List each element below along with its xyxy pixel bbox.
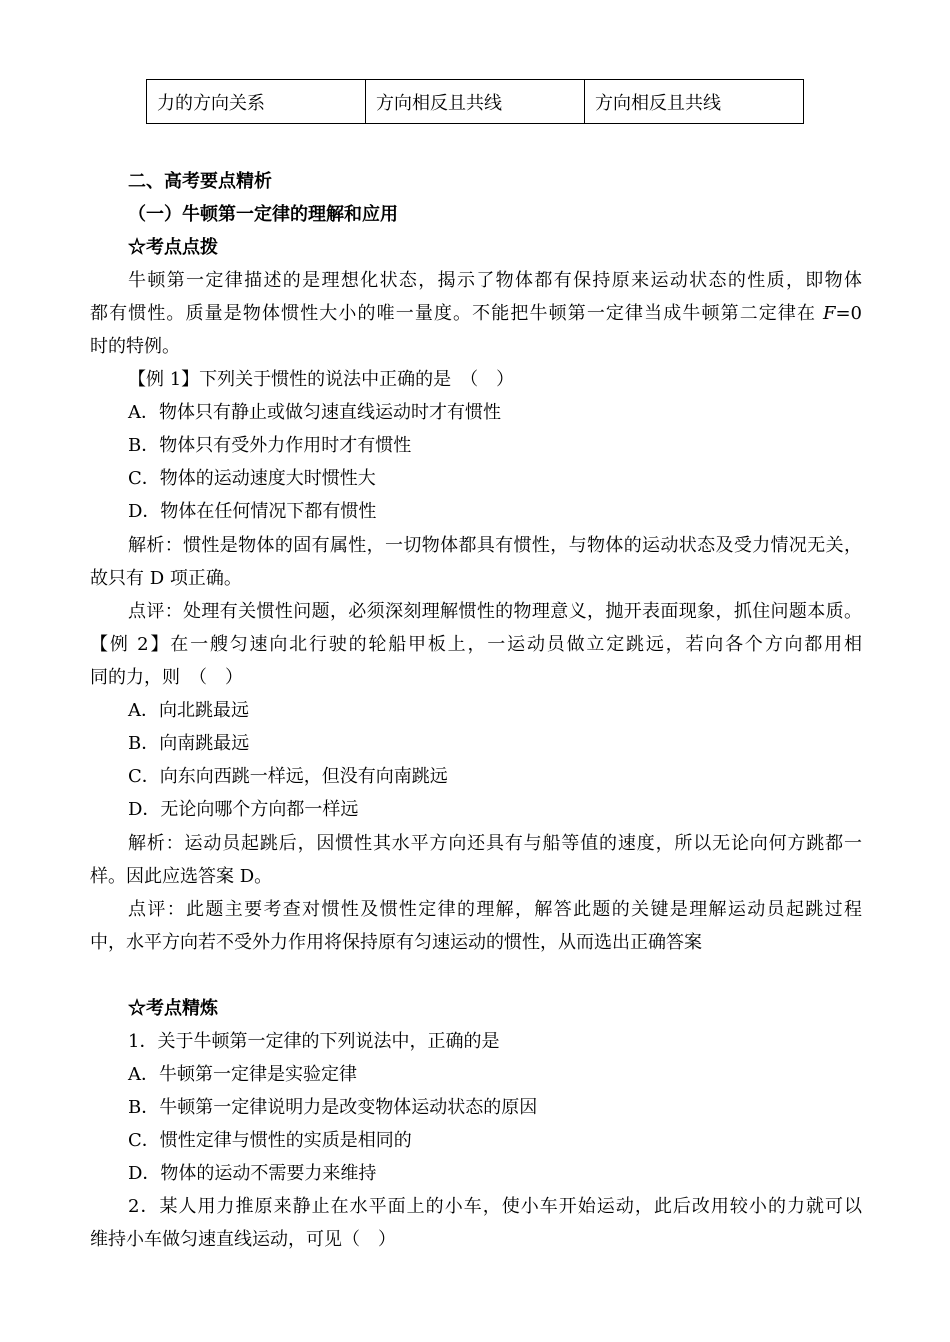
exercise1-option-c: C．惯性定律与惯性的实质是相同的 — [128, 1130, 412, 1151]
exercise1-stem: 1．关于牛顿第一定律的下列说法中，正确的是 — [128, 1031, 500, 1052]
example2-comment-line: 点评：此题主要考查对惯性及惯性定律的理解，解答此题的关键是理解运动员起跳过程 — [128, 899, 862, 920]
kaodian-jinglian-heading: ☆考点精炼 — [128, 998, 218, 1019]
exercise1-option-d: D．物体的运动不需要力来维持 — [128, 1163, 377, 1184]
comparison-table — [146, 79, 804, 124]
table-cell: 方向相反且共线 — [585, 80, 804, 124]
example1-option-c: C．物体的运动速度大时惯性大 — [128, 468, 376, 489]
example2-option-d: D．无论向哪个方向都一样远 — [128, 799, 359, 820]
exercise1-option-a: A．牛顿第一定律是实验定律 — [128, 1064, 357, 1085]
example1-stem: 【例 1】下列关于惯性的说法中正确的是 （ ） — [128, 369, 515, 390]
example2-stem-line: 【例 2】在一艘匀速向北行驶的轮船甲板上，一运动员做立定跳远，若向各个方向都用相 — [90, 634, 862, 655]
example1-option-a: A．物体只有静止或做匀速直线运动时才有惯性 — [128, 402, 501, 423]
intro-paragraph-line: 时的特例。 — [90, 336, 180, 357]
table-cell: 力的方向关系 — [147, 80, 366, 124]
section-heading: 二、高考要点精析 — [128, 171, 272, 192]
table-row — [147, 80, 804, 124]
exercise1-option-b: B．牛顿第一定律说明力是改变物体运动状态的原因 — [128, 1097, 538, 1118]
intro-paragraph-line: 牛顿第一定律描述的是理想化状态，揭示了物体都有保持原来运动状态的性质，即物体 — [128, 270, 862, 291]
example2-option-a: A．向北跳最远 — [128, 700, 249, 721]
example2-analysis-line: 解析：运动员起跳后，因惯性其水平方向还具有与船等值的速度，所以无论向何方跳都一 — [128, 833, 862, 854]
table-cell: 方向相反且共线 — [366, 80, 585, 124]
example1-comment: 点评：处理有关惯性问题，必须深刻理解惯性的物理意义，抛开表面现象，抓住问题本质。 — [128, 601, 862, 622]
example2-option-b: B．向南跳最远 — [128, 733, 250, 754]
example2-option-c: C．向东向西跳一样远，但没有向南跳远 — [128, 766, 448, 787]
example2-stem-line: 同的力，则 （ ） — [90, 667, 243, 688]
subsection-heading: （一）牛顿第一定律的理解和应用 — [128, 204, 398, 225]
example2-analysis-line: 样。因此应选答案 D。 — [90, 866, 273, 887]
exercise2-stem-line: 2．某人用力推原来静止在水平面上的小车，使小车开始运动，此后改用较小的力就可以 — [128, 1196, 862, 1217]
intro-paragraph-line: 都有惯性。质量是物体惯性大小的唯一量度。不能把牛顿第一定律当成牛顿第二定律在 F=0 — [90, 303, 862, 324]
example1-analysis-line: 故只有 D 项正确。 — [90, 568, 242, 589]
force-variable: F — [822, 303, 836, 324]
example1-analysis-line: 解析：惯性是物体的固有属性，一切物体都具有惯性，与物体的运动状态及受力情况无关， — [128, 535, 862, 556]
exercise2-stem-line: 维持小车做匀速直线运动，可见（ ） — [90, 1229, 396, 1250]
kaodian-dianbo-heading: ☆考点点拨 — [128, 237, 218, 258]
example1-option-d: D．物体在任何情况下都有惯性 — [128, 501, 377, 522]
example1-option-b: B．物体只有受外力作用时才有惯性 — [128, 435, 412, 456]
example2-comment-line: 中，水平方向若不受外力作用将保持原有匀速运动的惯性，从而选出正确答案 — [90, 932, 702, 953]
